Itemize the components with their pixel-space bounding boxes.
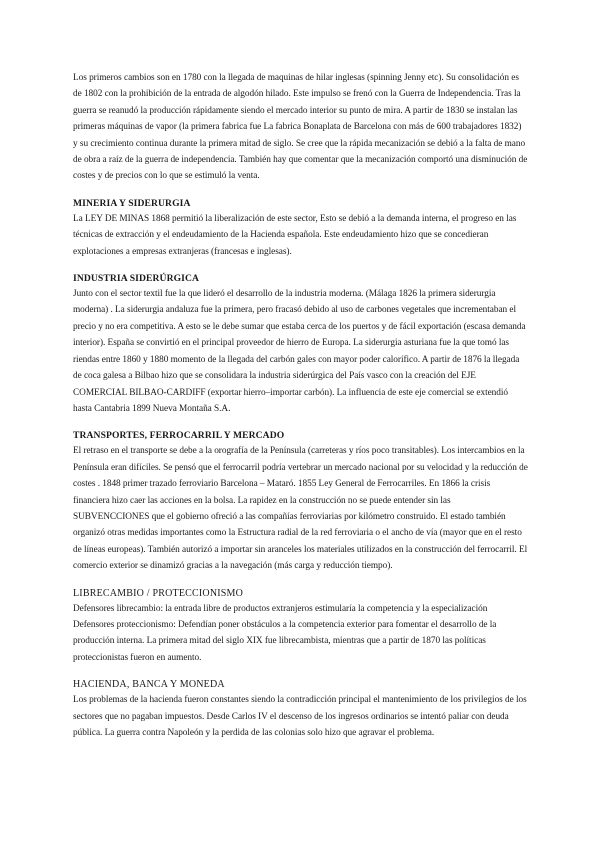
- document-page: [73, 70, 528, 741]
- intro-paragraph: Los primeros cambios son en 1780 con la llegada de maquinas de hilar inglesas (spinning Jenny etc). Su consolidación es de 1802 con la prohibición de la entrada de algodón hilado. Este impulso se frenó con la Guerra de Independencia. Tras la guerra se reanudó la producción rápidamente siendo el mercado interior su punto de mira. A partir de 1830 se instalan las primeras máquinas de vapor (la primera fabrica fue La fabrica Bonaplata de Barcelona con más de 600 trabajadores 1832) y su crecimiento continua durante la primera mitad de siglo. Se cree que la rápida mecanización se debió a la falta de mano de obra a raíz de la guerra de independencia. También hay que comentar que la mecanización comportó una disminución de costes y de precios con lo que se estimuló la venta.: [73, 73, 528, 182]
- section-heading-librecambio: LIBRECAMBIO / PROTECCIONISMO: [73, 587, 244, 599]
- section-heading-mineria: MINERIA Y SIDERURGIA: [73, 197, 191, 209]
- spacer: [73, 417, 528, 429]
- section-heading-transportes: TRANSPORTES, FERROCARRIL Y MERCADO: [73, 430, 285, 442]
- section-body-librecambio: Defensores librecambio: la entrada libre de productos extranjeros estimularía la competencia y la especialización Defensores proteccionismo: Defendían poner obstáculos a la competencia exterior para fomentar el desarrollo de la producción interna. La primera mitad del siglo XIX fue librecambista, mientras que a partir de 1870 las políticas proteccionistas fueron en aumento.: [73, 603, 497, 663]
- section-body-transportes: El retraso en el transporte se debe a la orografía de la Península (carreteras y ríos poco transitables). Los intercambios en la Península eran difíciles. Se pensó que el ferrocarril podría vertebrar un mercado nacional por su velocidad y la reducción de costes . 1848 primer trazado ferroviario Barcelona – Mataró. 1855 Ley General de Ferrocarriles. En 1866 la crisis financiera hizo caer las acciones en la bolsa. La rapidez en la construcción no se puede entender sin las SUBVENCCIONES que el gobierno ofreció a las compañías ferroviarias por kilómetro construido. El estado también organizó otras medidas importantes como la Estructura radial de la red ferroviaria o el ancho de vía (mayor que en el resto de líneas europeas). También autorizó a importar sin aranceles los materiales utilizados en la construcción del ferrocarril. El comercio exterior se dinamizó gracias a la navegación (más carga y reducción tiempo).: [73, 446, 528, 572]
- spacer: [73, 260, 528, 272]
- section-body-siderurgica: Junto con el sector textil fue la que lideró el desarrollo de la industria moderna. (Málaga 1826 la primera siderurgia moderna) . La siderurgia andaluza fue la primera, pero fracasó debido al uso de carbones vegetales que incrementaban el precio y no era competitiva. A esto se le debe sumar que estaba cerca de los puertos y de fácil exportación (escasa demanda interior). España se convirtió en el principal proveedor de hierro de Europa. La siderurgia asturiana fue la que tomó las riendas entre 1860 y 1880 momento de la llegada del carbón gales con mayor poder calorífico. A partir de 1876 la llegada de coca galesa a Bilbao hizo que se consolidara la industria siderúrgica del País vasco con la creación del EJE COMERCIAL BILBAO-CARDIFF (exportar hierro–importar carbón). La influencia de este eje comercial se extendió hasta Cantabria 1899 Nueva Montaña S.A.: [73, 289, 526, 414]
- spacer: [73, 575, 528, 587]
- section-heading-hacienda: HACIENDA, BANCA Y MONEDA: [73, 679, 225, 691]
- section-body-hacienda: Los problemas de la hacienda fueron constantes siendo la contradicción principal el mantenimiento de los privilegios de los sectores que no pagaban impuestos. Desde Carlos IV el descenso de los ingresos ordinarios se intentó paliar con deuda pública. La guerra contra Napoleón y la perdida de las colonias solo hizo que agravar el problema.: [73, 695, 527, 738]
- section-body-mineria: La LEY DE MINAS 1868 permitió la liberalización de este sector, Esto se debió a la demanda interna, el progreso en las técnicas de extracción y el endeudamiento de la Hacienda española. Este endeudamiento hizo que se concedieran explotaciones a empresas extranjeras (francesas e inglesas).: [73, 213, 517, 257]
- section-heading-siderurgica: INDUSTRIA SIDERÚRGICA: [73, 273, 200, 285]
- spacer: [73, 666, 528, 678]
- spacer: [73, 185, 528, 197]
